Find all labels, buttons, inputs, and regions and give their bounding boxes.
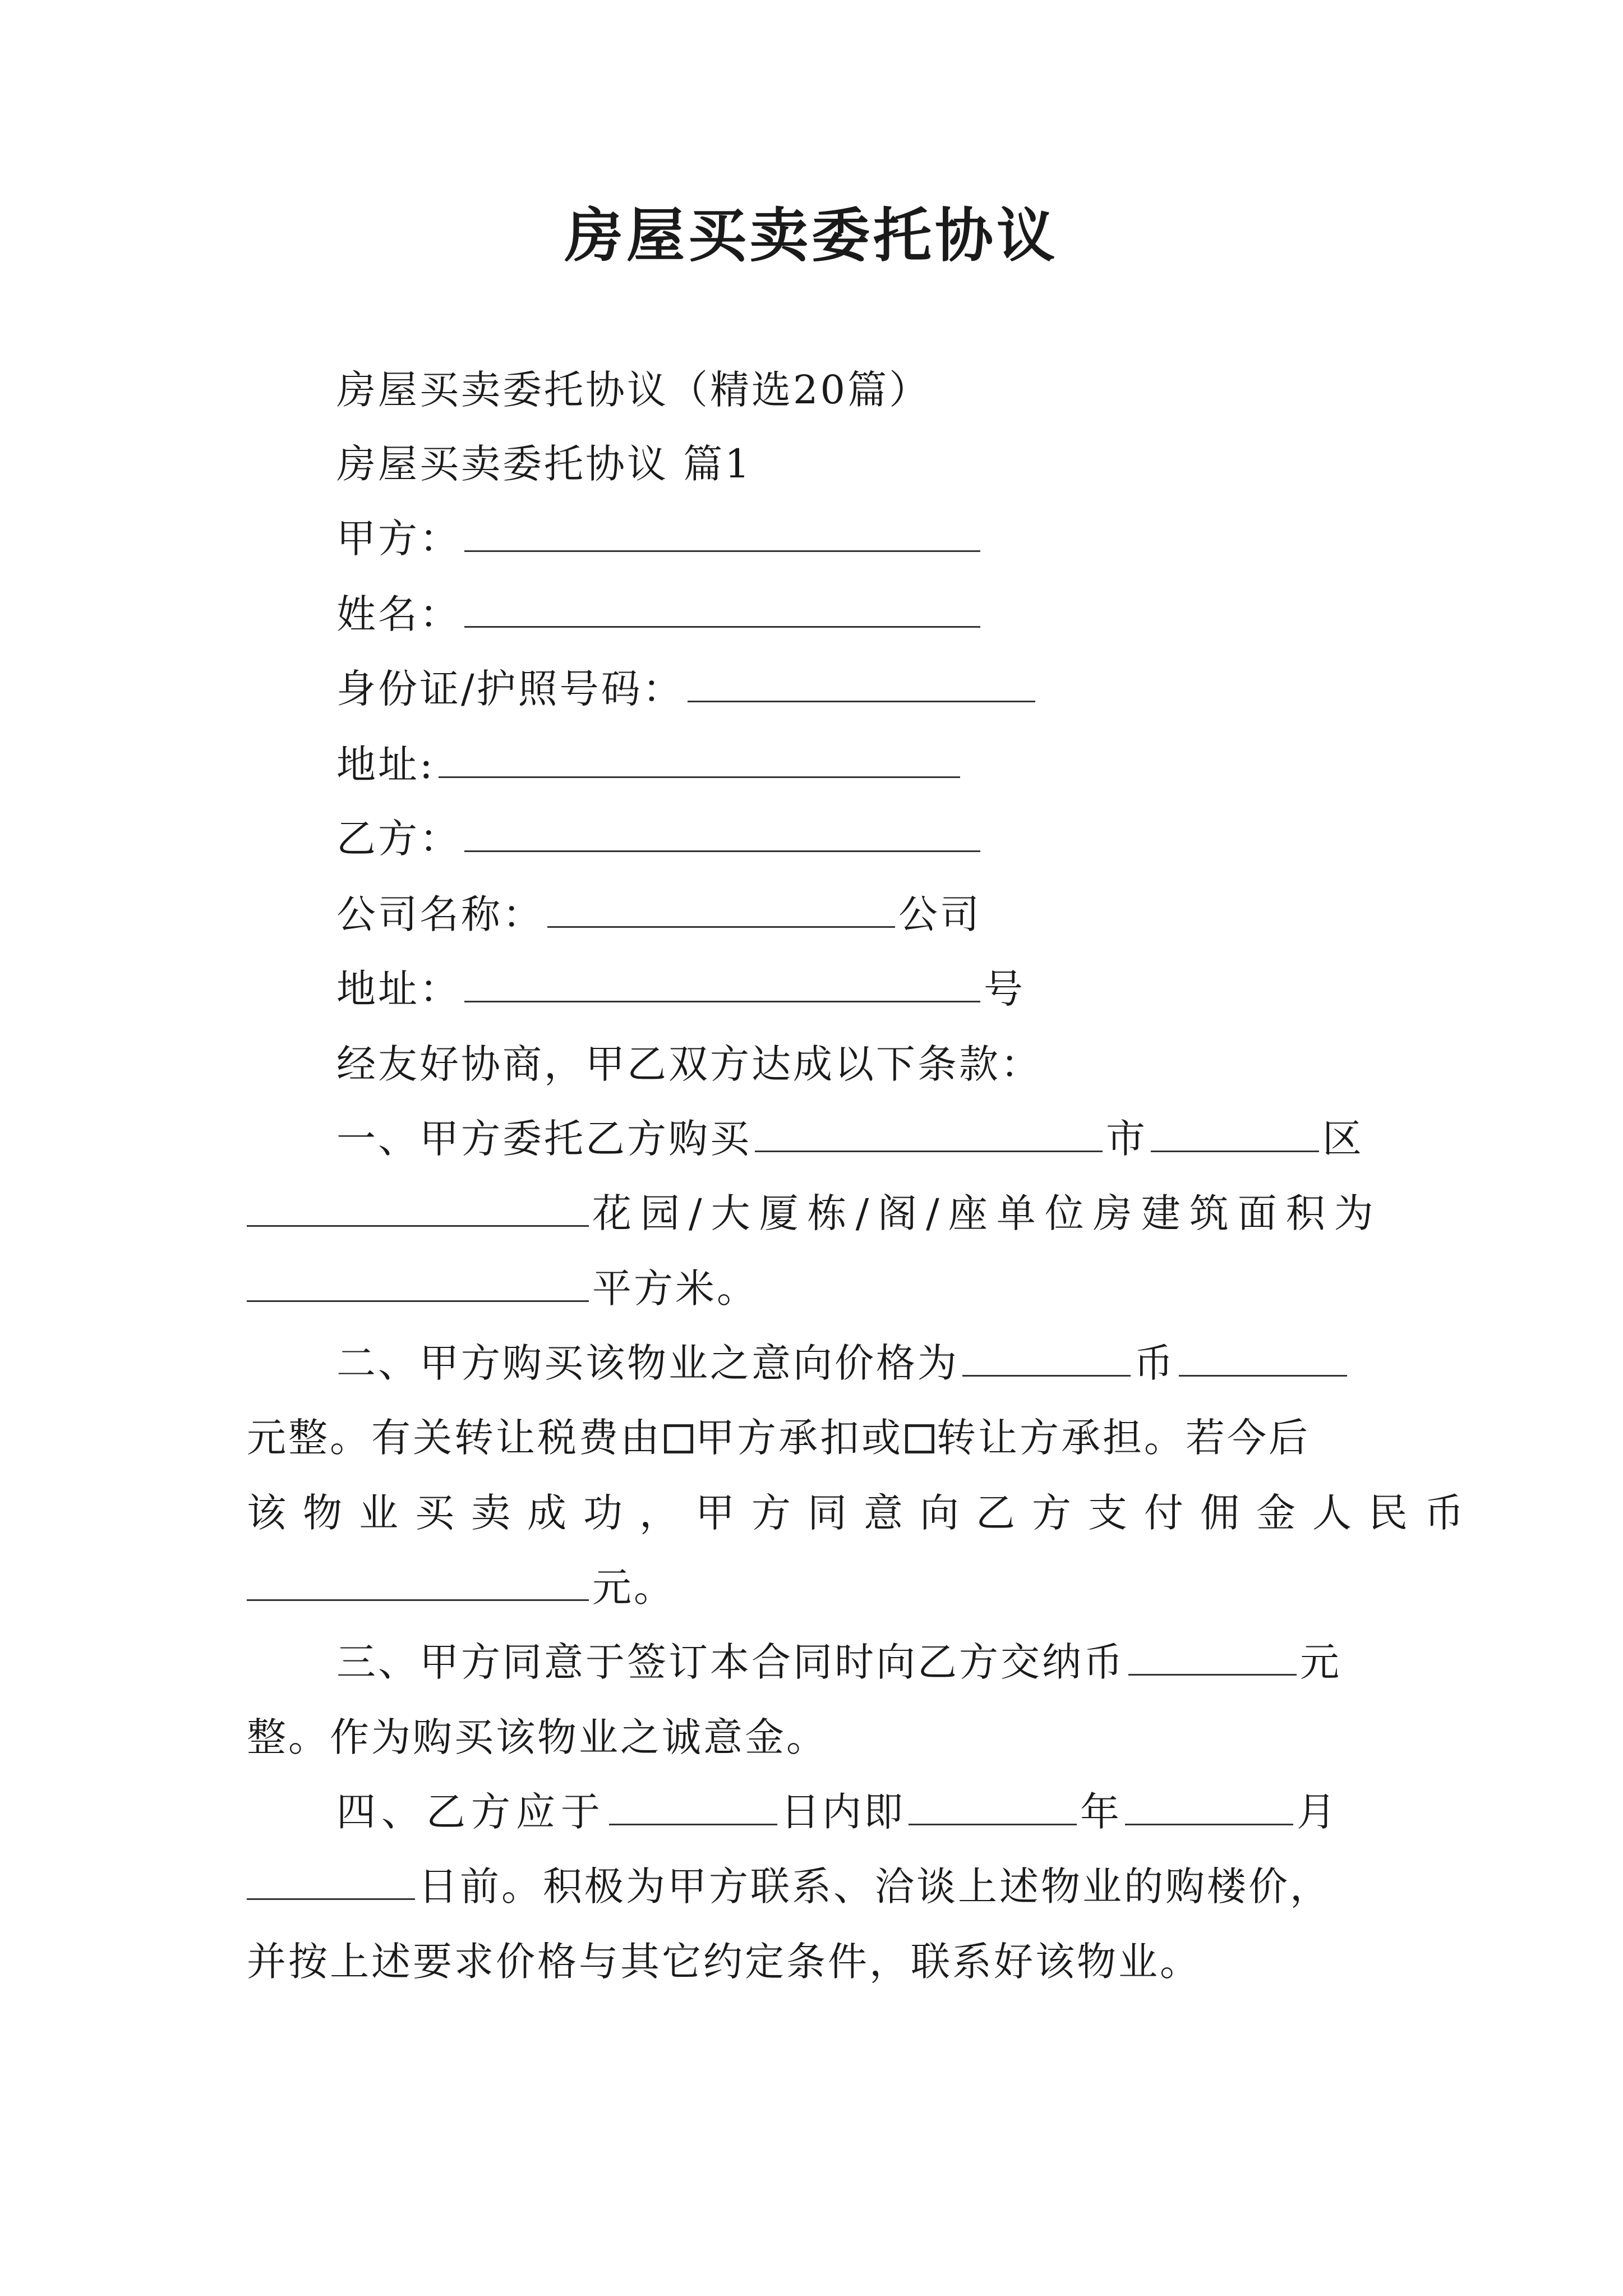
clause2-line3 xyxy=(247,1488,1481,1538)
clause4-line3 xyxy=(247,1936,1376,1987)
company-blank[interactable] xyxy=(547,891,895,928)
clause4-line2-text: 日前。积极为甲方联系、洽谈上述物业的购楼价， xyxy=(418,1864,1331,1910)
clause2-line2-a: 元整。有关转让税费由 xyxy=(247,1415,662,1461)
clause4-blank-month[interactable] xyxy=(1125,1789,1293,1825)
party-a-row xyxy=(247,513,1376,564)
clause2-currency: 币 xyxy=(1134,1340,1175,1386)
clause1-district: 区 xyxy=(1322,1116,1364,1162)
clause4-within: 日内即 xyxy=(781,1789,905,1835)
clause3-blank-deposit[interactable] xyxy=(1128,1639,1297,1676)
clause3-line2-text: 整。作为购买该物业之诚意金。 xyxy=(247,1714,828,1760)
document-title: 房屋买卖委托协议 xyxy=(564,201,1058,270)
address-a-blank[interactable] xyxy=(439,742,960,778)
clause2-blank-commission[interactable] xyxy=(247,1565,589,1601)
clause2-line2 xyxy=(247,1412,1376,1463)
document-subtitle xyxy=(247,365,1376,415)
clause2-line2-b: 甲方承扣或 xyxy=(695,1415,903,1461)
subtitle-text: 房屋买卖委托协议（精选20篇） xyxy=(336,367,931,413)
clause4-month: 月 xyxy=(1297,1789,1338,1835)
clause1-line3 xyxy=(247,1263,1376,1314)
clause2-line1 xyxy=(247,1338,1376,1388)
party-b-label: 乙方： xyxy=(336,816,461,862)
clause1-blank-city[interactable] xyxy=(1151,1116,1319,1152)
clause1-blank-location[interactable] xyxy=(755,1116,1103,1152)
name-blank[interactable] xyxy=(464,591,980,628)
address-a-row xyxy=(247,739,1376,790)
clause1-city: 市 xyxy=(1106,1116,1147,1162)
party-b-row xyxy=(247,813,1376,864)
address-a-label: 地址: xyxy=(336,742,435,788)
clause1-prefix: 一、甲方委托乙方购买 xyxy=(336,1116,751,1162)
address-b-row xyxy=(247,964,1376,1014)
clause2-line4 xyxy=(247,1562,1376,1613)
address-b-label: 地址： xyxy=(336,966,461,1012)
clause1-blank-garden[interactable] xyxy=(247,1190,589,1227)
clause4-line2 xyxy=(247,1861,1376,1912)
clause1-line2-text: 花园/大厦栋/阁/座单位房建筑面积为 xyxy=(592,1190,1382,1236)
address-b-blank[interactable] xyxy=(464,966,980,1002)
intro-text: 经友好协商，甲乙双方达成以下条款： xyxy=(336,1041,1042,1087)
clause3-line2 xyxy=(247,1712,1376,1763)
clause3-line1 xyxy=(247,1637,1376,1687)
part-heading xyxy=(247,439,1376,489)
clause3-prefix: 三、甲方同意于签订本合同时向乙方交纳币 xyxy=(336,1639,1125,1685)
part-heading-text: 房屋买卖委托协议 篇1 xyxy=(336,441,752,487)
clause4-prefix: 四、乙方应于 xyxy=(336,1789,606,1835)
party-a-blank[interactable] xyxy=(464,516,980,552)
clause2-blank-amount[interactable] xyxy=(1179,1340,1347,1377)
id-blank[interactable] xyxy=(688,666,1035,702)
clause1-line3-text: 平方米。 xyxy=(592,1266,758,1312)
clause4-blank-year[interactable] xyxy=(909,1789,1077,1825)
clause2-line2-c: 转让方承担。若今后 xyxy=(937,1415,1310,1461)
intro-row xyxy=(247,1039,1376,1089)
clause1-blank-area[interactable] xyxy=(247,1266,589,1302)
clause4-line3-text: 并按上述要求价格与其它约定条件，联系好该物业。 xyxy=(247,1939,1201,1985)
clause2-blank-price[interactable] xyxy=(962,1340,1131,1377)
name-row xyxy=(247,589,1376,639)
clause4-blank-days[interactable] xyxy=(609,1789,777,1825)
id-label: 身份证/护照号码： xyxy=(336,666,684,712)
id-row xyxy=(247,664,1376,714)
clause4-blank-day[interactable] xyxy=(247,1864,415,1900)
address-b-suffix: 号 xyxy=(984,966,1025,1012)
company-label: 公司名称： xyxy=(336,891,544,937)
clause2-line3-text: 该物业买卖成功，甲方同意向乙方支付佣金人民币 xyxy=(247,1490,1481,1536)
clause3-yuan: 元 xyxy=(1300,1639,1341,1685)
clause2-line4-suffix: 元。 xyxy=(592,1565,675,1611)
clause4-year: 年 xyxy=(1080,1789,1122,1835)
clause2-prefix: 二、甲方购买该物业之意向价格为 xyxy=(336,1340,959,1386)
name-label: 姓名： xyxy=(336,591,461,637)
company-suffix: 公司 xyxy=(898,891,981,937)
party-b-blank[interactable] xyxy=(464,816,980,852)
checkbox-transferor[interactable] xyxy=(905,1424,934,1453)
clause4-line1 xyxy=(247,1787,1376,1837)
clause1-line2 xyxy=(247,1188,1382,1239)
clause1-line1 xyxy=(247,1114,1376,1164)
checkbox-party-a[interactable] xyxy=(664,1424,693,1453)
party-a-label: 甲方： xyxy=(336,516,461,562)
company-row xyxy=(247,889,1376,940)
